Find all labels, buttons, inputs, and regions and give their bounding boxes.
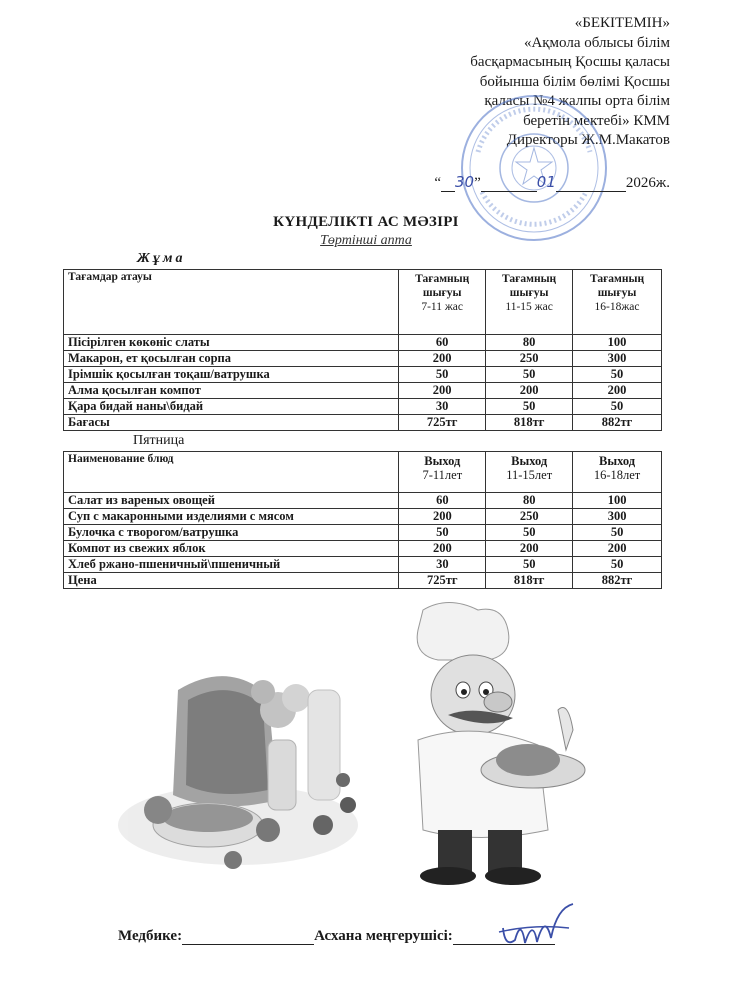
approval-line: басқармасының Қосшы қаласы [470,54,670,70]
table-row: Макарон, ет қосылған сорпа 200 250 300 [64,351,662,367]
table-row: Булочка с творогом/ватрушка 50 50 50 [64,525,662,541]
date-day: 30 [455,173,475,191]
table-row: Компот из свежих яблок 200 200 200 [64,541,662,557]
header-name: Тағамдар атауы [64,270,399,335]
date-month: 01 [536,173,556,191]
table-row: Салат из вареных овощей 60 80 100 [64,493,662,509]
approval-date: “ 30” 01 2026ж. [434,173,670,191]
nurse-label: Медбике: [118,928,183,944]
week-subtitle: Төртінші апта [320,233,412,248]
table-row: Ірімшік қосылған тоқаш/ватрушка 50 50 50 [64,367,662,383]
menu-table-kz [63,269,662,431]
table-header [64,452,662,493]
approval-line: «БЕКІТЕМІН» [574,15,670,31]
header-col: Тағамның шығуы 16-18жас [573,270,662,335]
day-label-ru: Пятница [133,433,185,448]
director-line: Директоры Ж.М.Макатов [506,132,670,148]
day-label-kz: Жұма [137,251,186,266]
menu-table-ru [63,451,662,589]
price-row: Цена 725тг 818тг 882тг [64,573,662,589]
nurse-signature-line [182,930,314,945]
handwritten-signature-icon [495,898,575,958]
header-col: Выход 16-18лет [573,452,662,493]
table-header [64,270,662,335]
approval-line: қаласы №4 жалпы орта білім [484,93,670,109]
approval-line: беретін мектебі» КММ [523,112,670,129]
date-year: 2026ж. [625,175,670,191]
table-row: Хлеб ржано-пшеничный\пшеничный 30 50 50 [64,557,662,573]
kitchen-head-label: Асхана меңгерушісі: [314,928,453,944]
header-col: Выход 11-15лет [486,452,573,493]
table-row: Суп с макаронными изделиями с мясом 200 250 300 [64,509,662,525]
food-and-chef-illustration [118,600,638,900]
signature-footer [118,928,555,945]
price-row: Бағасы 725тг 818тг 882тг [64,415,662,431]
approval-line: бойынша білім бөлімі Қосшы [479,73,670,90]
header-col: Тағамның шығуы 7-11 жас [399,270,486,335]
table-row: Пісірілген көкөніс слаты 60 80 100 [64,335,662,351]
page-title: КҮНДЕЛІКТІ АС МӘЗІРІ [273,214,459,230]
header-col: Выход 7-11лет [399,452,486,493]
approval-line: «Ақмола облысы білім [523,34,670,51]
table-row: Алма қосылған компот 200 200 200 [64,383,662,399]
table-row: Қара бидай наны\бидай 30 50 50 [64,399,662,415]
header-col: Тағамның шығуы 11-15 жас [486,270,573,335]
header-name: Наименование блюд [64,452,399,493]
